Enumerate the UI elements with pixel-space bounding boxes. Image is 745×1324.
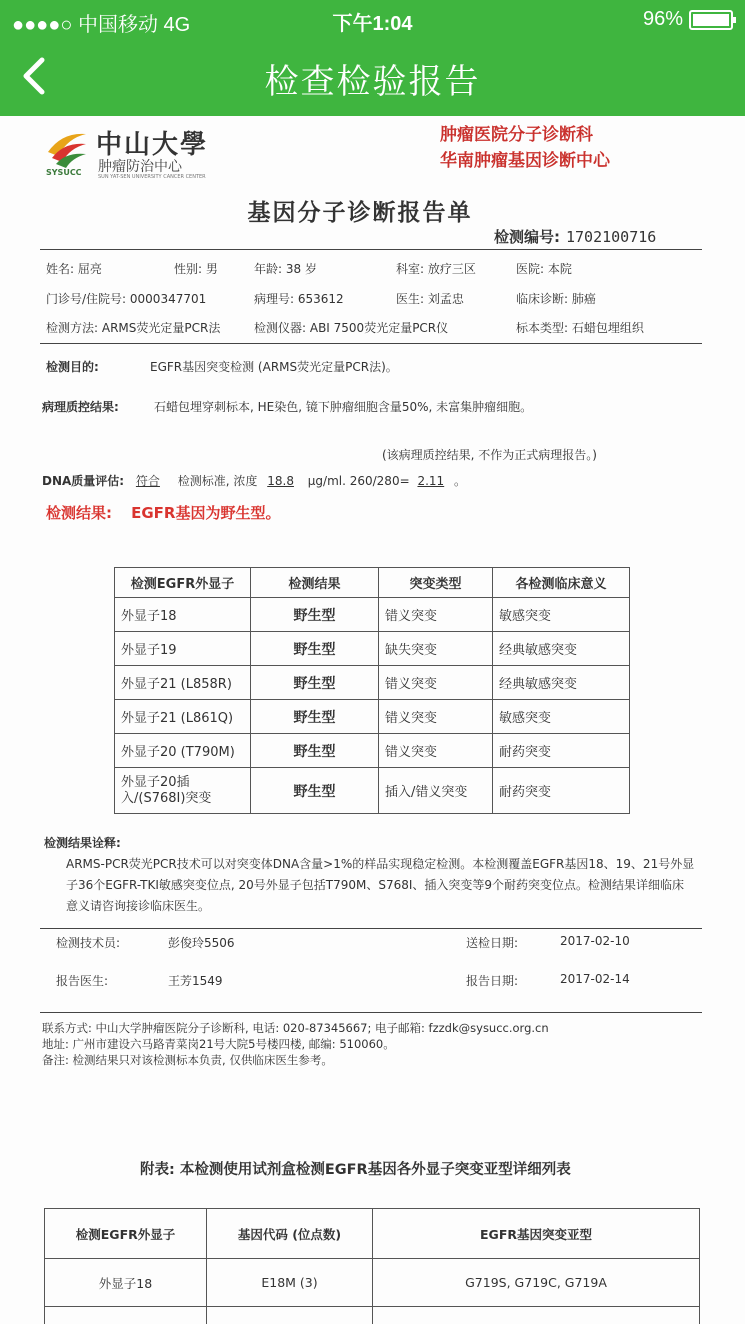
appendix-header: 检测EGFR外显子	[45, 1209, 207, 1259]
dna-unit: μg/ml. 260/280=	[307, 474, 410, 488]
divider	[40, 928, 702, 929]
table-cell: 野生型	[251, 700, 379, 734]
logo-english: SUN YAT-SEN UNIVERSITY CANCER CENTER	[98, 174, 206, 180]
page-title: 检查检验报告	[264, 62, 481, 102]
table-cell: 外显子21 (L858R)	[115, 666, 251, 700]
nav-bar	[0, 38, 745, 116]
patient-hospital: 医院: 本院	[516, 262, 572, 276]
report-doctor-name: 王芳1549	[168, 974, 223, 988]
doctor-name: 医生: 刘孟忠	[396, 292, 464, 306]
table-header: 各检测临床意义	[493, 568, 630, 598]
qc-label: 病理质控结果:	[42, 400, 119, 414]
patient-id: 门诊号/住院号: 0000347701	[46, 292, 207, 306]
status-bar	[0, 0, 745, 38]
submit-date: 2017-02-10	[560, 934, 630, 948]
report-number-value: 1702100716	[566, 228, 657, 246]
dna-end: 。	[454, 474, 467, 488]
dna-standard: 检测标准, 浓度	[177, 474, 258, 488]
table-row	[115, 598, 630, 632]
report-number-label: 检测编号:	[494, 228, 560, 246]
table-cell: 野生型	[251, 768, 379, 814]
patient-name: 姓名: 屈亮	[46, 262, 102, 276]
test-instrument: 检测仪器: ABI 7500荧光定量PCR仪	[254, 321, 449, 335]
appendix-header: EGFR基因突变亚型	[373, 1209, 700, 1259]
report-title: 基因分子诊断报告单	[247, 200, 473, 226]
table-cell: 敏感突变	[493, 598, 630, 632]
table-cell: 错义突变	[379, 666, 493, 700]
table-row	[115, 632, 630, 666]
pathology-number: 病理号: 653612	[254, 292, 344, 306]
report-number	[494, 226, 656, 247]
table-cell: 野生型	[251, 598, 379, 632]
dna-label: DNA质量评估:	[42, 474, 125, 488]
appendix-header: 基因代码 (位点数)	[207, 1209, 373, 1259]
hospital-line2: 华南肿瘤基因诊断中心	[440, 151, 610, 171]
submit-date-label: 送检日期:	[466, 936, 519, 950]
interpretation-text: ARMS-PCR荧光PCR技术可以对突变体DNA含量>1%的样品实现稳定检测。本检测覆盖EGFR基因18、19、21号外显子36个EGFR-TKI敏感突变位点, 20号外显子包括T790M、S768I、插入突变等9个耐药突变位点。检测结果详细临床意义请咨询接诊临床医生。	[66, 857, 695, 913]
patient-sex: 性别: 男	[174, 262, 218, 276]
table-cell: 经典敏感突变	[493, 666, 630, 700]
table-cell: 错义突变	[379, 700, 493, 734]
mutation-table	[114, 567, 630, 814]
report-date-label: 报告日期:	[466, 974, 519, 988]
appendix-header-row	[45, 1209, 700, 1259]
appendix-table	[44, 1208, 700, 1324]
report-footer	[42, 1020, 692, 1068]
test-method: 检测方法: ARMS荧光定量PCR法	[46, 321, 221, 335]
table-cell: 野生型	[251, 734, 379, 768]
report-date: 2017-02-14	[560, 972, 630, 986]
appendix-row	[45, 1259, 700, 1307]
purpose-text: EGFR基因突变检测 (ARMS荧光定量PCR法)。	[150, 360, 398, 374]
dna-result: 符合	[135, 474, 160, 488]
battery-icon	[689, 10, 733, 30]
contact-info: 联系方式: 中山大学肿瘤医院分子诊断科, 电话: 020-87345667; 电子邮箱: fzzdk@sysucc.org.cn	[42, 1021, 549, 1035]
table-header: 检测EGFR外显子	[115, 568, 251, 598]
table-header: 突变类型	[379, 568, 493, 598]
test-result	[46, 502, 280, 523]
address-info: 地址: 广州市建设六马路青菜岗21号大院5号楼四楼, 邮编: 510060。	[42, 1037, 395, 1051]
table-row	[115, 734, 630, 768]
report-doctor-label: 报告医生:	[56, 974, 109, 988]
divider	[40, 343, 702, 344]
battery-percent: 96%	[642, 8, 683, 30]
appendix-cell: G719S, G719C, G719A	[373, 1259, 700, 1307]
result-text: EGFR基因为野生型。	[131, 504, 281, 522]
remark-info: 备注: 检测结果只对该检测标本负责, 仅供临床医生参考。	[42, 1053, 333, 1067]
table-cell: 经典敏感突变	[493, 632, 630, 666]
dna-concentration: 18.8	[267, 474, 294, 488]
table-cell: 缺失突变	[379, 632, 493, 666]
table-cell: 外显子20 (T790M)	[115, 734, 251, 768]
table-cell: 错义突变	[379, 598, 493, 632]
logo-text: 中山大學	[96, 130, 209, 160]
divider	[40, 1012, 702, 1013]
appendix-cell	[373, 1307, 700, 1324]
specimen-type: 标本类型: 石蜡包埋组织	[516, 321, 644, 335]
dna-quality	[42, 472, 466, 489]
logo-subtitle: 肿瘤防治中心	[98, 159, 182, 175]
appendix-cell: 外显子18	[45, 1259, 207, 1307]
purpose-label: 检测目的:	[46, 360, 99, 374]
sysucc-logo	[40, 122, 220, 184]
table-row	[115, 666, 630, 700]
divider	[40, 249, 702, 250]
table-cell: 插入/错义突变	[379, 768, 493, 814]
technician-name: 彭俊玲5506	[168, 936, 235, 950]
appendix-title: 附表: 本检测使用试剂盒检测EGFR基因各外显子突变亚型详细列表	[140, 1162, 571, 1178]
hospital-line1: 肿瘤医院分子诊断科	[440, 125, 593, 145]
dna-ratio: 2.11	[417, 474, 445, 488]
appendix-row	[45, 1307, 700, 1324]
report-document[interactable]	[0, 116, 745, 1324]
table-cell: 野生型	[251, 666, 379, 700]
table-cell: 耐药突变	[493, 768, 630, 814]
table-header: 检测结果	[251, 568, 379, 598]
table-row	[115, 700, 630, 734]
carrier-signal: ●●●●○ 中国移动 4G	[12, 14, 191, 36]
table-cell: 错义突变	[379, 734, 493, 768]
qc-text: 石蜡包埋穿刺标本, HE染色, 镜下肿瘤细胞含量50%, 未富集肿瘤细胞。	[154, 400, 533, 414]
appendix-cell	[207, 1307, 373, 1324]
patient-age: 年龄: 38 岁	[254, 262, 317, 276]
result-label: 检测结果:	[46, 504, 112, 522]
patient-dept: 科室: 放疗三区	[396, 262, 476, 276]
logo-abbr: SYSUCC	[46, 168, 82, 177]
technician-label: 检测技术员:	[56, 936, 121, 950]
table-cell: 野生型	[251, 632, 379, 666]
table-cell: 敏感突变	[493, 700, 630, 734]
table-header-row	[115, 568, 630, 598]
table-row	[115, 768, 630, 814]
table-cell: 外显子21 (L861Q)	[115, 700, 251, 734]
clinical-diagnosis: 临床诊断: 肺癌	[516, 292, 596, 306]
status-time: 下午1:04	[332, 13, 413, 35]
battery-status	[643, 8, 733, 31]
interpretation-label: 检测结果诠释:	[44, 836, 121, 850]
appendix-cell	[45, 1307, 207, 1324]
table-cell: 耐药突变	[493, 734, 630, 768]
table-cell: 外显子20插入/(S768I)突变	[115, 768, 251, 814]
table-cell: 外显子19	[115, 632, 251, 666]
appendix-cell: E18M (3)	[207, 1259, 373, 1307]
hospital-header	[440, 122, 610, 174]
qc-note: (该病理质控结果, 不作为正式病理报告。)	[382, 448, 597, 462]
table-cell: 外显子18	[115, 598, 251, 632]
